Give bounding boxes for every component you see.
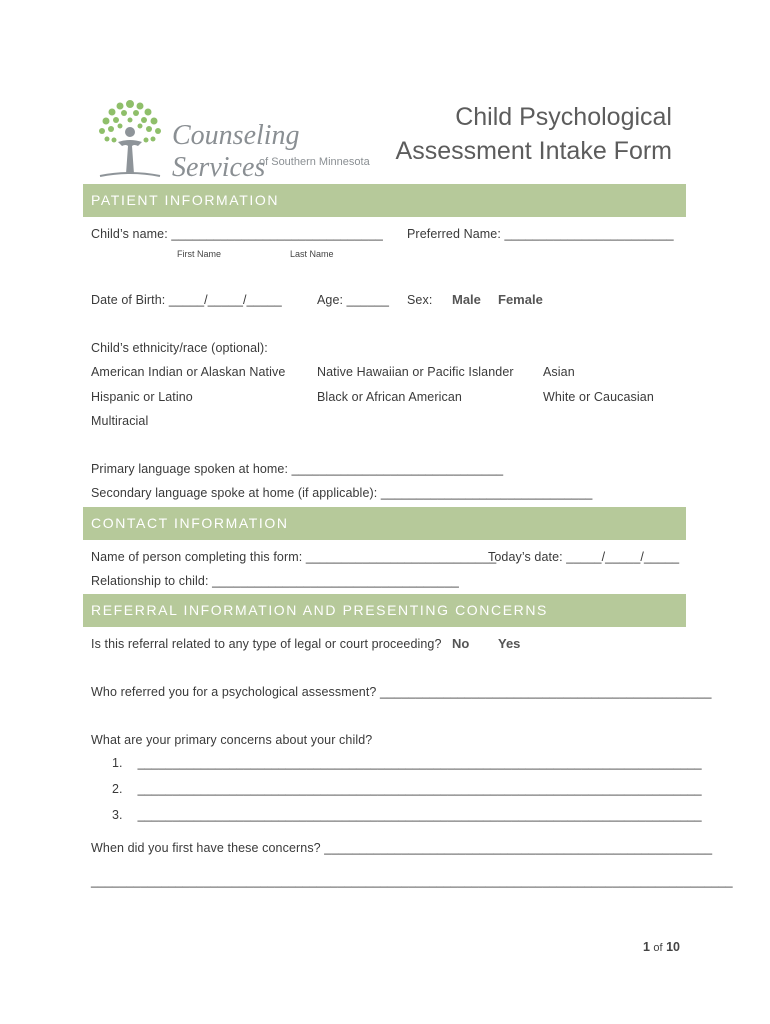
concern-number: 1.	[112, 756, 123, 770]
ethnicity-option[interactable]: Asian	[543, 365, 575, 379]
person-completing-field[interactable]: Name of person completing this form: ___________________________	[91, 550, 497, 564]
section-header-referral: REFERRAL INFORMATION AND PRESENTING CONCERNS	[83, 594, 686, 627]
ethnicity-option[interactable]: White or Caucasian	[543, 390, 654, 404]
tree-logo-icon	[94, 96, 166, 182]
ethnicity-option[interactable]: American Indian or Alaskan Native	[91, 365, 286, 379]
extra-answer-line[interactable]: ___________________________________________________________________________________________	[91, 874, 733, 888]
age-field[interactable]: Age: ______	[317, 293, 389, 307]
sex-female-option[interactable]: Female	[498, 292, 543, 307]
title-line-1: Child Psychological	[455, 103, 672, 131]
section-header-patient: PATIENT INFORMATION	[83, 184, 686, 217]
page-number	[643, 940, 680, 954]
ethnicity-option[interactable]: Hispanic or Latino	[91, 390, 193, 404]
preferred-name-field[interactable]: Preferred Name: ________________________	[407, 227, 674, 241]
logo-subtitle: of Southern Minnesota	[259, 156, 370, 168]
concern-item[interactable]	[112, 782, 702, 796]
concern-item[interactable]	[112, 756, 702, 770]
legal-question: Is this referral related to any type of legal or court proceeding?	[91, 637, 442, 651]
page-title	[396, 100, 672, 168]
first-name-caption: First Name	[177, 249, 222, 259]
page-total: 10	[666, 940, 680, 954]
dob-field[interactable]: Date of Birth: _____/_____/_____	[91, 293, 282, 307]
first-concerns-field[interactable]: When did you first have these concerns? _______________________________________________________	[91, 841, 713, 855]
child-name-field[interactable]: Child’s name: ______________________________	[91, 227, 383, 241]
concerns-label: What are your primary concerns about your child?	[91, 733, 373, 747]
concern-number: 2.	[112, 782, 123, 796]
legal-no-option[interactable]: No	[452, 636, 470, 651]
concern-item[interactable]	[112, 808, 702, 822]
logo	[94, 96, 384, 182]
ethnicity-option[interactable]: Native Hawaiian or Pacific Islander	[317, 365, 514, 379]
ethnicity-option[interactable]: Black or African American	[317, 390, 462, 404]
sex-male-option[interactable]: Male	[452, 292, 481, 307]
relationship-field[interactable]: Relationship to child: ___________________________________	[91, 574, 459, 588]
primary-language-field[interactable]: Primary language spoken at home: ______________________________	[91, 462, 504, 476]
todays-date-field[interactable]: Today’s date: _____/_____/_____	[488, 550, 680, 564]
page-current: 1	[642, 940, 650, 954]
secondary-language-field[interactable]: Secondary language spoke at home (if applicable): ______________________________	[91, 486, 593, 500]
ethnicity-label: Child’s ethnicity/race (optional):	[91, 341, 268, 355]
concern-line[interactable]: ________________________________________________________________________________	[137, 756, 702, 770]
title-line-2: Assessment Intake Form	[395, 137, 672, 165]
who-referred-field[interactable]: Who referred you for a psychological assessment? _______________________________________________	[91, 685, 712, 699]
concern-number: 3.	[112, 808, 123, 822]
sex-label: Sex:	[407, 293, 433, 307]
legal-yes-option[interactable]: Yes	[498, 636, 521, 651]
section-header-contact: CONTACT INFORMATION	[83, 507, 686, 540]
logo-name: Counseling Services	[172, 120, 300, 183]
ethnicity-option[interactable]: Multiracial	[91, 414, 149, 428]
concern-line[interactable]: ________________________________________________________________________________	[137, 782, 702, 796]
last-name-caption: Last Name	[290, 249, 334, 259]
concern-line[interactable]: ________________________________________________________________________________	[137, 808, 702, 822]
page-of: of	[653, 942, 663, 954]
